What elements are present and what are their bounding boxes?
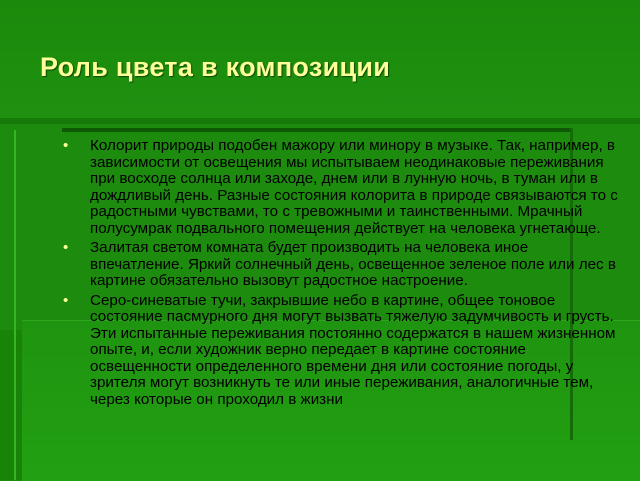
background-dark-line (62, 128, 572, 132)
background-left-strip (0, 330, 22, 480)
slide-title: Роль цвета в композиции (40, 52, 391, 82)
bullet-text: Серо-синеватые тучи, закрывшие небо в картине, общее тоновое состояние пасмурного дня могут вызвать тяжелую задумчивость и грусть. Эти испытанные переживания постоянно содержатся в нашем жизненном опыте, и, если художник верно передает в картине состояние освещенности определенного времени дня или состояние погоды, у зрителя могут возникнуть те или иные переживания, аналогичные тем, через которые он проходил в жизни (90, 291, 616, 408)
bullet-item (60, 240, 620, 290)
background-band (0, 118, 640, 124)
bullet-text: Колорит природы подобен мажору или минору в музыке. Так, например, в зависимости от освещения мы испытываем неодинаковые переживания при восходе солнца или заходе, днем или в лунную ночь, в туман или в дождливый день. Разные состояния колорита в природе связываются то с радостными чувствами, то с тревожными и таинственными. Мрачный полусумрак подвального помещения действует на человека угнетающе. (90, 137, 618, 237)
bullet-list (60, 138, 620, 411)
bullet-icon: • (63, 291, 69, 309)
bullet-text: Залитая светом комната будет производить на человека иное впечатление. Яркий солнечный день, освещенное зеленое поле или лес в картине обязательно вызовут радостное настроение. (90, 239, 616, 289)
bullet-item (60, 138, 620, 237)
bullet-icon: • (63, 239, 69, 256)
bullet-item (60, 293, 620, 409)
bullet-icon: • (63, 137, 69, 154)
background-light-vertical (14, 130, 16, 480)
